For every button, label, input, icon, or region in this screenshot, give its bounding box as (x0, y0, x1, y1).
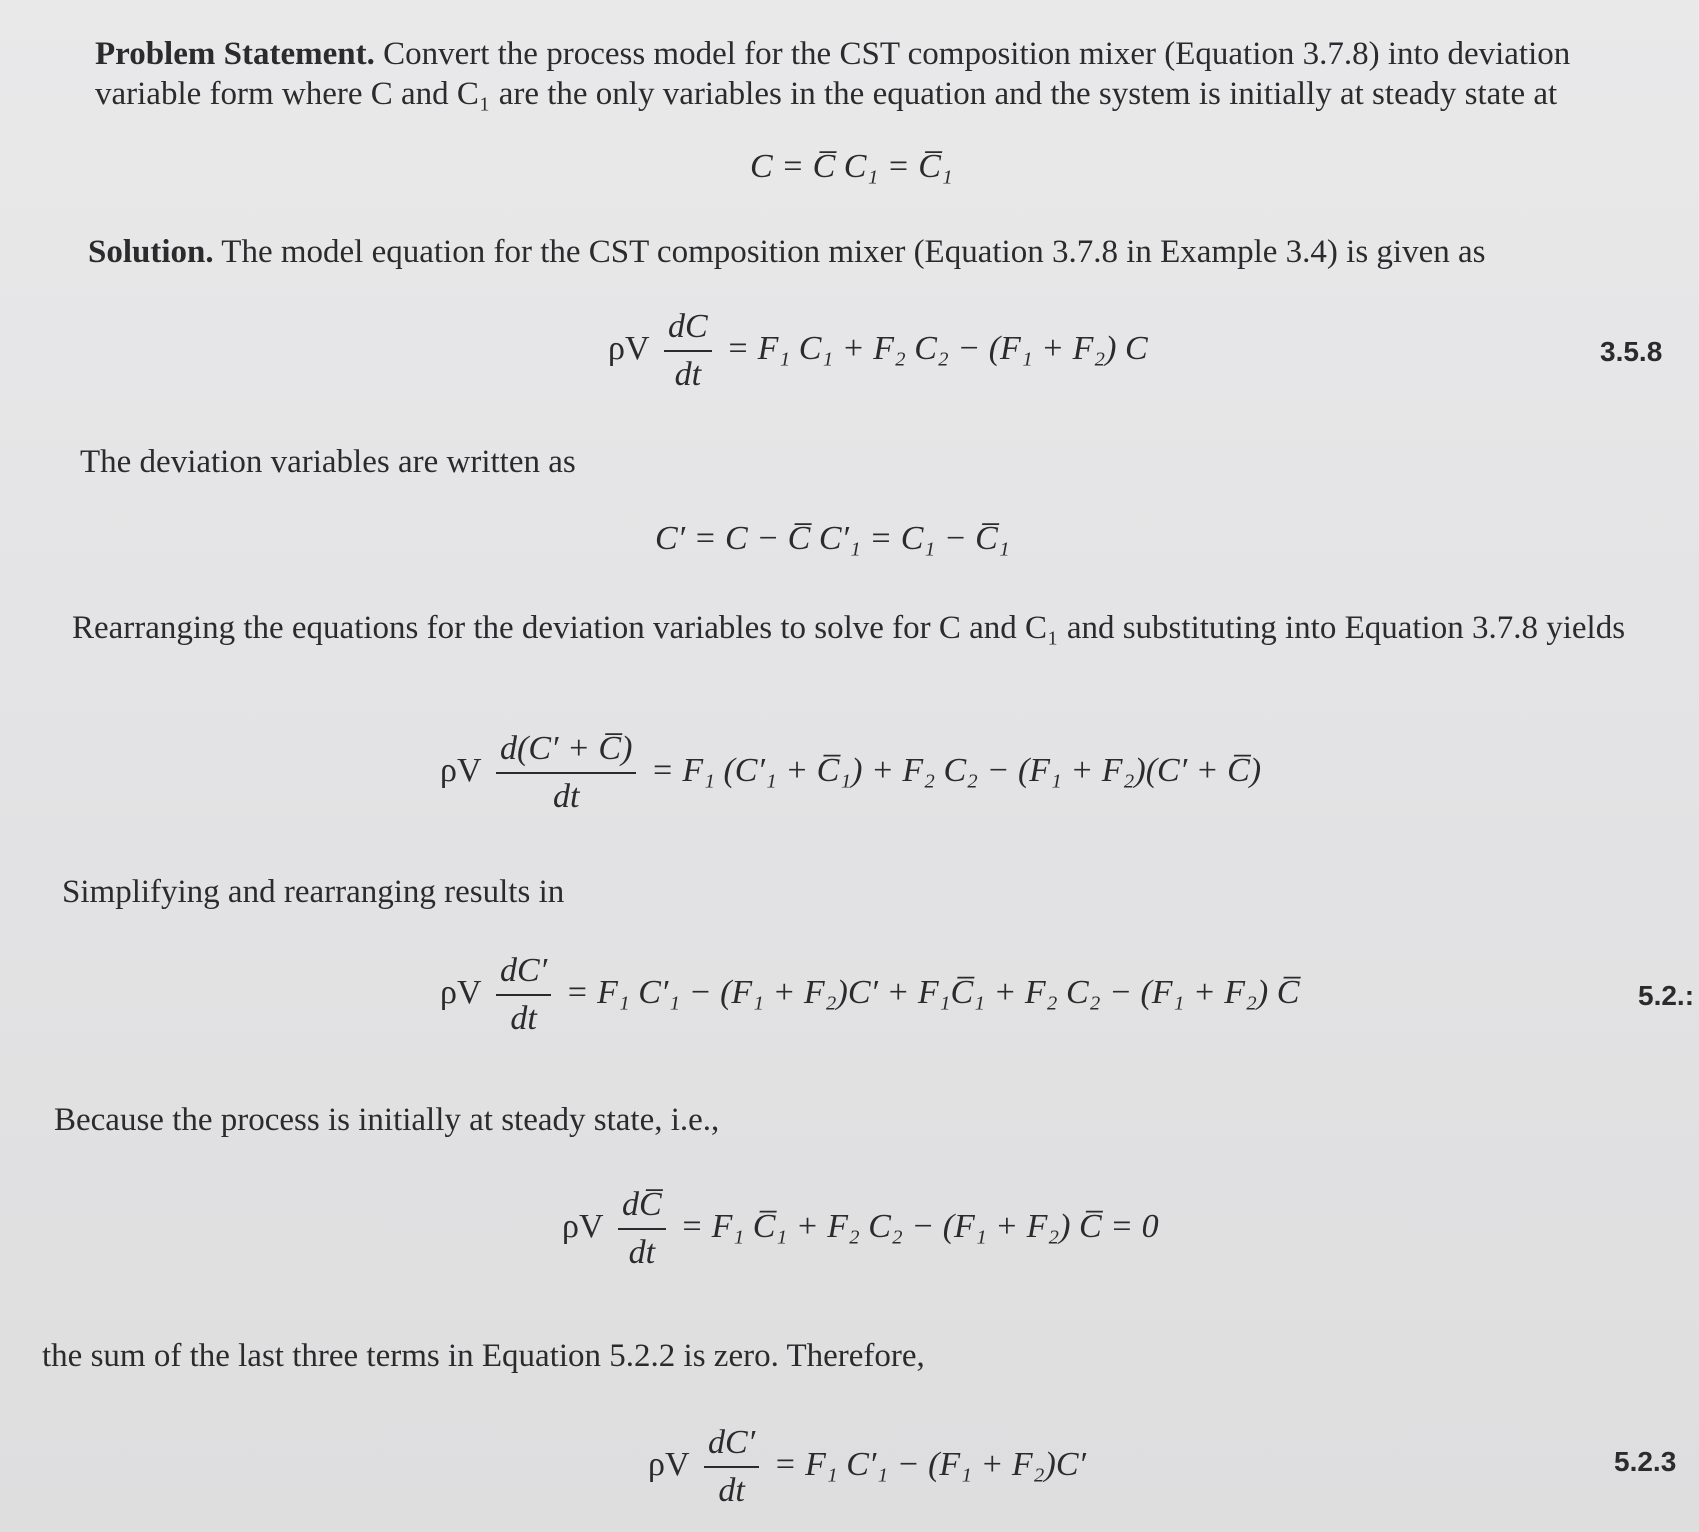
eq4-denominator: dt (628, 1234, 656, 1271)
eq1-coeff: ρV (608, 329, 650, 367)
steady-state-equation: C = C̅ C₁ = C̅₁ (750, 148, 953, 185)
solution-paragraph (88, 232, 1648, 272)
rearranging-text: Rearranging the equations for the deviation variables to solve for C and C₁ and substituting into Equation 3.7.8 yields (72, 610, 1626, 646)
deviation-text: The deviation variables are written as (80, 444, 576, 480)
equation-steady-state (562, 1186, 1159, 1272)
eq1-numerator: dC (664, 308, 712, 352)
eq4-coeff: ρV (562, 1207, 604, 1245)
equation-substituted (440, 730, 1261, 816)
eq3-denominator: dt (510, 1000, 537, 1037)
eq5-denominator: dt (718, 1472, 745, 1509)
eq5-label: 5.2.3 (1614, 1446, 1677, 1477)
eq5-numerator: dC′ (704, 1424, 759, 1468)
eq3-coeff: ρV (440, 973, 482, 1011)
eq2-fraction (496, 730, 636, 816)
equation-simplified (440, 952, 1299, 1038)
eq5-coeff: ρV (648, 1445, 690, 1483)
eq2-coeff: ρV (440, 751, 482, 789)
simplifying-text: Simplifying and rearranging results in (62, 874, 565, 910)
equation-final (648, 1424, 1086, 1510)
eq1-denominator: dt (674, 356, 702, 393)
eq3-label: 5.2.: (1638, 980, 1695, 1011)
sum-text: the sum of the last three terms in Equation 5.2.2 is zero. Therefore, (42, 1338, 925, 1374)
eq2-rhs: = F₁ (C′₁ + C̅₁) + F₂ C₂ − (F₁ + F₂)(C′ + C̅) (650, 751, 1262, 789)
eq1-fraction (664, 308, 712, 394)
eq3-fraction (496, 952, 551, 1038)
equation-model (608, 308, 1148, 394)
eq4-fraction (618, 1186, 666, 1272)
eq5-fraction (704, 1424, 759, 1510)
because-text: Because the process is initially at steady state, i.e., (54, 1102, 720, 1138)
eq3-rhs: = F₁ C′₁ − (F₁ + F₂)C′ + F₁C̅₁ + F₂ C₂ − (F₁ + F₂) C̅ (565, 973, 1300, 1011)
deviation-equation: C′ = C − C̅ C′₁ = C₁ − C̅₁ (655, 520, 1010, 557)
eq4-rhs: = F₁ C̅₁ + F₂ C₂ − (F₁ + F₂) C̅ = 0 (680, 1207, 1159, 1245)
eq1-rhs: = F₁ C₁ + F₂ C₂ − (F₁ + F₂) C (726, 329, 1148, 367)
problem-heading: Problem Statement. (95, 36, 375, 72)
eq4-numerator: dC̅ (618, 1186, 666, 1230)
eq5-rhs: = F₁ C′₁ − (F₁ + F₂)C′ (773, 1445, 1086, 1483)
solution-heading: Solution. (88, 234, 214, 270)
eq3-numerator: dC′ (496, 952, 551, 996)
eq1-label: 3.5.8 (1600, 336, 1663, 367)
eq2-denominator: dt (553, 778, 580, 815)
eq2-numerator: d(C′ + C̅) (496, 730, 636, 774)
solution-text: The model equation for the CST composition mixer (Equation 3.7.8 in Example 3.4) is given as (221, 234, 1486, 270)
problem-text: Convert the process model for the CST composition mixer (Equation 3.7.8) into deviation variable form where C and C₁ are the only variables in the equation and the system is initially at steady state at (95, 36, 1571, 112)
problem-statement (95, 34, 1655, 114)
